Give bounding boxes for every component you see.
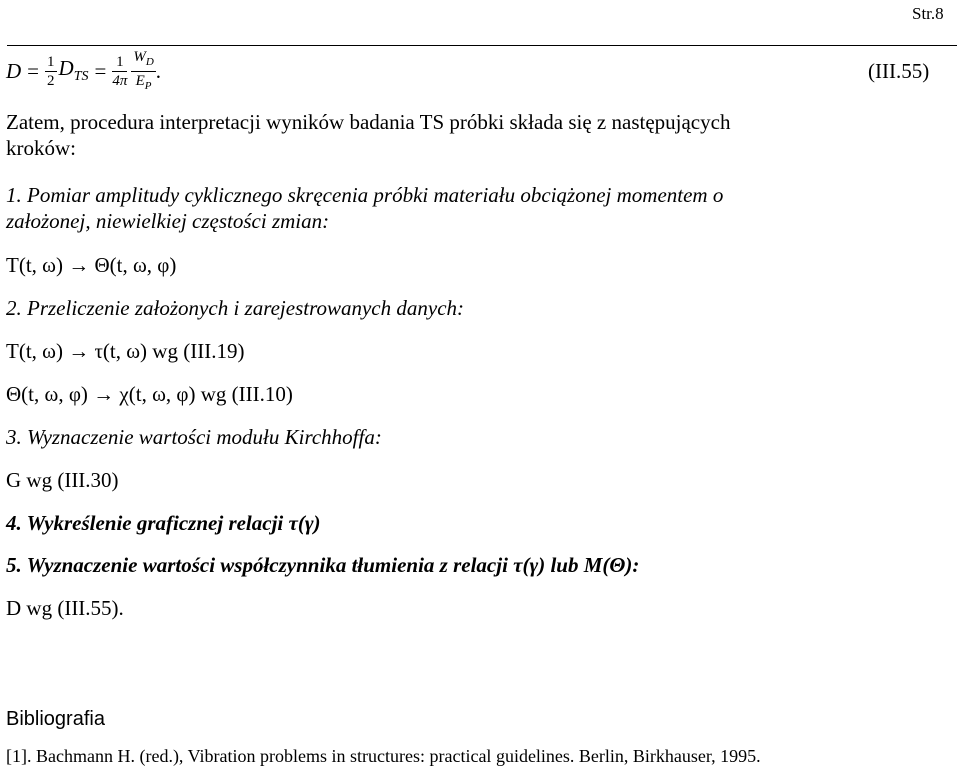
- eq-equals-1: =: [27, 58, 40, 83]
- relation-3: Θ(t, ω, φ) → χ(t, ω, φ) wg (III.10): [6, 382, 293, 406]
- eq-lhs: D: [6, 58, 22, 83]
- eq-dts: $D_{TS}$: [58, 56, 89, 85]
- intro-line-2: kroków:: [6, 136, 76, 160]
- step-2: 2. Przeliczenie założonych i zarejestrowanych danych:: [6, 296, 465, 320]
- header-rule: [7, 45, 957, 46]
- step-1-line-1: 1. Pomiar amplitudy cyklicznego skręcenia próbki materiału obciążonej momentem o: [6, 183, 724, 207]
- eq-frac-3-num: $W_D$: [131, 48, 155, 72]
- step-4: 4. Wykreślenie graficznej relacji τ(γ): [6, 511, 321, 535]
- step-5: 5. Wyznaczenie wartości współczynnika tłumienia z relacji τ(γ) lub M(Θ):: [6, 553, 640, 577]
- relation-5: D wg (III.55).: [6, 596, 124, 620]
- eq-frac-2-den: 4π: [112, 72, 128, 89]
- eq-frac-3: [131, 48, 155, 95]
- eq-equals-2: =: [94, 58, 107, 83]
- eq-frac-2: [112, 53, 127, 90]
- bibliography-heading: Bibliografia: [6, 708, 105, 730]
- eq-frac-1-den: 2: [47, 72, 55, 89]
- eq-frac-3-den: $E_P$: [135, 72, 152, 92]
- equation-number: (III.55): [868, 59, 930, 83]
- step-3: 3. Wyznaczenie wartości modułu Kirchhoffa:: [6, 425, 382, 449]
- eq-end-dot: .: [155, 58, 162, 83]
- eq-frac-1: [45, 53, 57, 90]
- intro-line-1: Zatem, procedura interpretacji wyników badania TS próbki składa się z następujących: [6, 110, 731, 134]
- relation-2: T(t, ω) → τ(t, ω) wg (III.19): [6, 339, 245, 363]
- relation-1: T(t, ω) → Θ(t, ω, φ): [6, 253, 177, 277]
- page-number: Str.8: [912, 4, 944, 23]
- eq-frac-1-num: 1: [47, 53, 55, 70]
- relation-4: G wg (III.30): [6, 468, 119, 492]
- equation-d: [6, 50, 161, 92]
- bibliography-item-1: [1]. Bachmann H. (red.), Vibration problems in structures: practical guidelines. Berlin, Birkhauser, 1995.: [6, 746, 761, 766]
- step-1-line-2: założonej, niewielkiej częstości zmian:: [6, 209, 330, 233]
- eq-dts-sub: TS: [73, 69, 89, 85]
- eq-frac-2-num: 1: [112, 53, 127, 72]
